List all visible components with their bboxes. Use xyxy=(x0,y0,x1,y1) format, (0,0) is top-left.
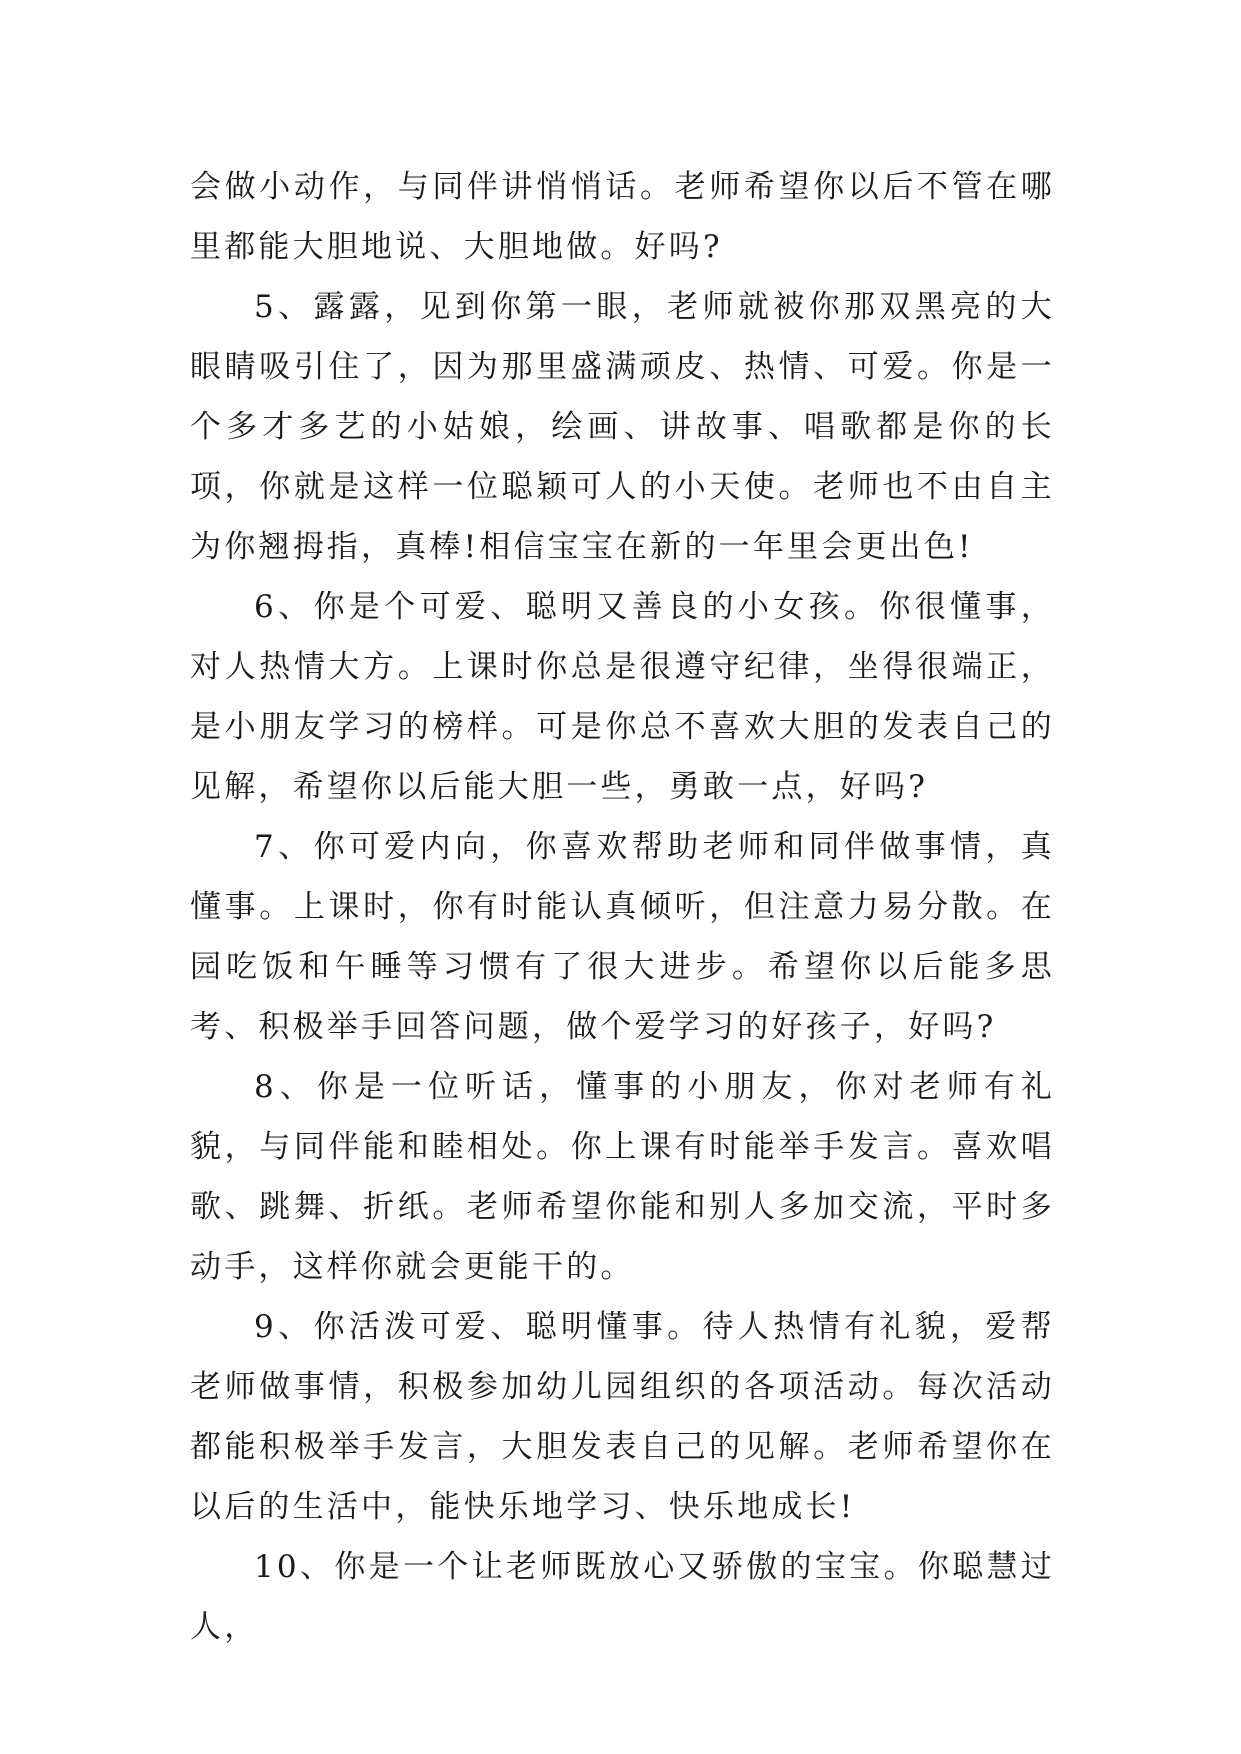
paragraph-continuation: 会做小动作，与同伴讲悄悄话。老师希望你以后不管在哪里都能大胆地说、大胆地做。好吗? xyxy=(190,169,1055,265)
paragraph-item-5: 5、露露，见到你第一眼，老师就被你那双黑亮的大眼睛吸引住了，因为那里盛满顽皮、热情、可爱。你是一个多才多艺的小姑娘，绘画、讲故事、唱歌都是你的长项，你就是这样一位聪颖可人的小天使。老师也不由自主为你翘拇指，真棒!相信宝宝在新的一年里会更出色! xyxy=(190,289,1055,565)
paragraph-item-6: 6、你是个可爱、聪明又善良的小女孩。你很懂事，对人热情大方。上课时你总是很遵守纪律，坐得很端正，是小朋友学习的榜样。可是你总不喜欢大胆的发表自己的见解，希望你以后能大胆一些，勇敢一点，好吗? xyxy=(190,589,1055,805)
paragraph-item-8: 8、你是一位听话，懂事的小朋友，你对老师有礼貌，与同伴能和睦相处。你上课有时能举手发言。喜欢唱歌、跳舞、折纸。老师希望你能和别人多加交流，平时多动手，这样你就会更能干的。 xyxy=(190,1069,1055,1285)
paragraph-item-9: 9、你活泼可爱、聪明懂事。待人热情有礼貌，爱帮老师做事情，积极参加幼儿园组织的各项活动。每次活动都能积极举手发言，大胆发表自己的见解。老师希望你在以后的生活中，能快乐地学习、快乐地成长! xyxy=(190,1309,1055,1525)
paragraph-item-10: 10、你是一个让老师既放心又骄傲的宝宝。你聪慧过人， xyxy=(190,1549,1055,1645)
paragraph-item-7: 7、你可爱内向，你喜欢帮助老师和同伴做事情，真懂事。上课时，你有时能认真倾听，但注意力易分散。在园吃饭和午睡等习惯有了很大进步。希望你以后能多思考、积极举手回答问题，做个爱学习的好孩子，好吗? xyxy=(190,829,1055,1045)
document-body xyxy=(190,157,1055,1657)
